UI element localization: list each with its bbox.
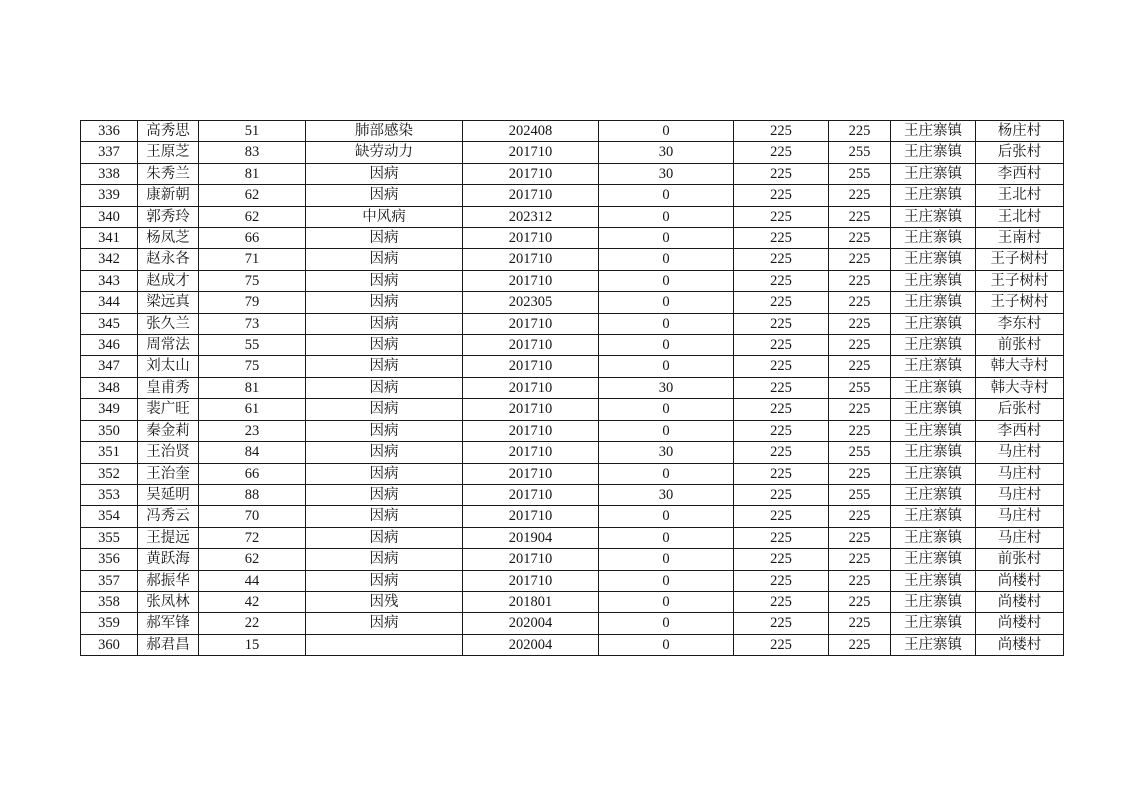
cell-serial-number: 358 — [81, 591, 138, 612]
cell-age: 79 — [199, 292, 306, 313]
cell-serial-number: 345 — [81, 313, 138, 334]
cell-town: 王庄寨镇 — [891, 377, 976, 398]
cell-reason: 因病 — [306, 356, 463, 377]
cell-person-name: 皇甫秀 — [138, 377, 199, 398]
cell-total-amount: 225 — [829, 634, 891, 655]
cell-date-code: 202004 — [463, 613, 599, 634]
cell-adjust-amount: 30 — [599, 442, 734, 463]
cell-age: 42 — [199, 591, 306, 612]
cell-date-code: 201710 — [463, 549, 599, 570]
table-row — [81, 420, 1064, 441]
cell-date-code: 201710 — [463, 335, 599, 356]
cell-reason: 因病 — [306, 228, 463, 249]
cell-date-code: 201710 — [463, 313, 599, 334]
cell-adjust-amount: 0 — [599, 527, 734, 548]
cell-person-name: 刘太山 — [138, 356, 199, 377]
table-row — [81, 335, 1064, 356]
cell-town: 王庄寨镇 — [891, 335, 976, 356]
cell-adjust-amount: 30 — [599, 163, 734, 184]
cell-village: 王子树村 — [976, 270, 1064, 291]
cell-date-code: 201710 — [463, 163, 599, 184]
records-table — [80, 120, 1064, 656]
table-row — [81, 313, 1064, 334]
cell-age: 70 — [199, 506, 306, 527]
cell-reason: 因病 — [306, 506, 463, 527]
cell-serial-number: 353 — [81, 484, 138, 505]
table-row — [81, 228, 1064, 249]
cell-age: 62 — [199, 185, 306, 206]
cell-town: 王庄寨镇 — [891, 613, 976, 634]
cell-base-amount: 225 — [734, 249, 829, 270]
cell-age: 15 — [199, 634, 306, 655]
cell-total-amount: 255 — [829, 377, 891, 398]
cell-person-name: 赵成才 — [138, 270, 199, 291]
table-row — [81, 634, 1064, 655]
cell-village: 韩大寺村 — [976, 377, 1064, 398]
cell-village: 王子树村 — [976, 249, 1064, 270]
cell-town: 王庄寨镇 — [891, 549, 976, 570]
cell-village: 马庄村 — [976, 484, 1064, 505]
cell-age: 23 — [199, 420, 306, 441]
cell-town: 王庄寨镇 — [891, 206, 976, 227]
cell-village: 杨庄村 — [976, 121, 1064, 142]
cell-date-code: 201710 — [463, 142, 599, 163]
cell-village: 王北村 — [976, 206, 1064, 227]
cell-village: 马庄村 — [976, 463, 1064, 484]
cell-adjust-amount: 0 — [599, 249, 734, 270]
cell-person-name: 张久兰 — [138, 313, 199, 334]
cell-adjust-amount: 0 — [599, 206, 734, 227]
cell-reason: 因病 — [306, 335, 463, 356]
cell-serial-number: 346 — [81, 335, 138, 356]
cell-town: 王庄寨镇 — [891, 634, 976, 655]
cell-village: 后张村 — [976, 399, 1064, 420]
cell-reason: 因病 — [306, 613, 463, 634]
cell-town: 王庄寨镇 — [891, 399, 976, 420]
cell-total-amount: 225 — [829, 313, 891, 334]
cell-total-amount: 225 — [829, 356, 891, 377]
table-row — [81, 484, 1064, 505]
cell-person-name: 高秀思 — [138, 121, 199, 142]
cell-age: 73 — [199, 313, 306, 334]
cell-age: 81 — [199, 377, 306, 398]
cell-reason: 因病 — [306, 163, 463, 184]
cell-adjust-amount: 0 — [599, 613, 734, 634]
cell-total-amount: 225 — [829, 549, 891, 570]
cell-village: 王南村 — [976, 228, 1064, 249]
cell-date-code: 202312 — [463, 206, 599, 227]
cell-person-name: 郭秀玲 — [138, 206, 199, 227]
cell-total-amount: 225 — [829, 292, 891, 313]
cell-town: 王庄寨镇 — [891, 121, 976, 142]
cell-serial-number: 340 — [81, 206, 138, 227]
cell-base-amount: 225 — [734, 121, 829, 142]
cell-town: 王庄寨镇 — [891, 442, 976, 463]
cell-reason: 因病 — [306, 185, 463, 206]
cell-total-amount: 225 — [829, 463, 891, 484]
cell-date-code: 201710 — [463, 506, 599, 527]
cell-base-amount: 225 — [734, 591, 829, 612]
cell-base-amount: 225 — [734, 570, 829, 591]
cell-age: 61 — [199, 399, 306, 420]
cell-village: 前张村 — [976, 549, 1064, 570]
cell-age: 83 — [199, 142, 306, 163]
cell-total-amount: 255 — [829, 484, 891, 505]
cell-village: 后张村 — [976, 142, 1064, 163]
cell-reason: 因病 — [306, 484, 463, 505]
cell-base-amount: 225 — [734, 335, 829, 356]
cell-age: 72 — [199, 527, 306, 548]
cell-adjust-amount: 30 — [599, 377, 734, 398]
cell-adjust-amount: 0 — [599, 570, 734, 591]
cell-person-name: 周常法 — [138, 335, 199, 356]
cell-reason: 因病 — [306, 399, 463, 420]
cell-reason: 因病 — [306, 292, 463, 313]
cell-village: 李西村 — [976, 163, 1064, 184]
cell-base-amount: 225 — [734, 313, 829, 334]
cell-town: 王庄寨镇 — [891, 270, 976, 291]
cell-village: 前张村 — [976, 335, 1064, 356]
cell-adjust-amount: 0 — [599, 549, 734, 570]
table-row — [81, 142, 1064, 163]
table-row — [81, 249, 1064, 270]
cell-town: 王庄寨镇 — [891, 228, 976, 249]
cell-age: 55 — [199, 335, 306, 356]
cell-person-name: 王提远 — [138, 527, 199, 548]
cell-serial-number: 360 — [81, 634, 138, 655]
cell-person-name: 杨凤芝 — [138, 228, 199, 249]
cell-town: 王庄寨镇 — [891, 591, 976, 612]
cell-date-code: 202004 — [463, 634, 599, 655]
cell-serial-number: 359 — [81, 613, 138, 634]
cell-total-amount: 225 — [829, 249, 891, 270]
cell-adjust-amount: 0 — [599, 463, 734, 484]
cell-base-amount: 225 — [734, 185, 829, 206]
cell-person-name: 秦金莉 — [138, 420, 199, 441]
cell-total-amount: 225 — [829, 506, 891, 527]
cell-age: 62 — [199, 549, 306, 570]
table-row — [81, 206, 1064, 227]
cell-adjust-amount: 0 — [599, 292, 734, 313]
cell-reason — [306, 634, 463, 655]
cell-village: 尚楼村 — [976, 634, 1064, 655]
cell-date-code: 201710 — [463, 463, 599, 484]
cell-date-code: 202305 — [463, 292, 599, 313]
cell-age: 75 — [199, 270, 306, 291]
cell-serial-number: 347 — [81, 356, 138, 377]
cell-village: 马庄村 — [976, 506, 1064, 527]
cell-base-amount: 225 — [734, 270, 829, 291]
cell-village: 马庄村 — [976, 527, 1064, 548]
cell-adjust-amount: 0 — [599, 335, 734, 356]
table-row — [81, 399, 1064, 420]
cell-person-name: 冯秀云 — [138, 506, 199, 527]
cell-adjust-amount: 0 — [599, 506, 734, 527]
cell-village: 李西村 — [976, 420, 1064, 441]
cell-total-amount: 225 — [829, 570, 891, 591]
cell-serial-number: 356 — [81, 549, 138, 570]
cell-reason: 因病 — [306, 313, 463, 334]
cell-reason: 因病 — [306, 570, 463, 591]
cell-date-code: 201710 — [463, 570, 599, 591]
cell-serial-number: 342 — [81, 249, 138, 270]
cell-serial-number: 336 — [81, 121, 138, 142]
cell-date-code: 202408 — [463, 121, 599, 142]
cell-serial-number: 351 — [81, 442, 138, 463]
cell-date-code: 201801 — [463, 591, 599, 612]
cell-village: 马庄村 — [976, 442, 1064, 463]
table-row — [81, 613, 1064, 634]
cell-base-amount: 225 — [734, 549, 829, 570]
cell-adjust-amount: 0 — [599, 270, 734, 291]
cell-base-amount: 225 — [734, 356, 829, 377]
cell-town: 王庄寨镇 — [891, 463, 976, 484]
cell-person-name: 康新朝 — [138, 185, 199, 206]
cell-date-code: 201710 — [463, 356, 599, 377]
table-row — [81, 442, 1064, 463]
cell-reason: 因病 — [306, 549, 463, 570]
cell-serial-number: 337 — [81, 142, 138, 163]
cell-total-amount: 225 — [829, 270, 891, 291]
cell-age: 81 — [199, 163, 306, 184]
cell-base-amount: 225 — [734, 613, 829, 634]
cell-person-name: 裴广旺 — [138, 399, 199, 420]
cell-age: 22 — [199, 613, 306, 634]
cell-reason: 缺劳动力 — [306, 142, 463, 163]
cell-base-amount: 225 — [734, 206, 829, 227]
cell-serial-number: 343 — [81, 270, 138, 291]
cell-base-amount: 225 — [734, 163, 829, 184]
cell-total-amount: 255 — [829, 442, 891, 463]
cell-reason: 中风病 — [306, 206, 463, 227]
cell-person-name: 朱秀兰 — [138, 163, 199, 184]
cell-person-name: 郝君昌 — [138, 634, 199, 655]
table-row — [81, 356, 1064, 377]
cell-date-code: 201710 — [463, 442, 599, 463]
cell-total-amount: 255 — [829, 142, 891, 163]
cell-town: 王庄寨镇 — [891, 420, 976, 441]
cell-reason: 因病 — [306, 420, 463, 441]
cell-adjust-amount: 30 — [599, 484, 734, 505]
cell-age: 66 — [199, 228, 306, 249]
cell-base-amount: 225 — [734, 399, 829, 420]
cell-adjust-amount: 0 — [599, 634, 734, 655]
cell-adjust-amount: 0 — [599, 420, 734, 441]
cell-base-amount: 225 — [734, 527, 829, 548]
cell-total-amount: 225 — [829, 420, 891, 441]
cell-total-amount: 225 — [829, 185, 891, 206]
cell-town: 王庄寨镇 — [891, 527, 976, 548]
cell-base-amount: 225 — [734, 142, 829, 163]
cell-base-amount: 225 — [734, 442, 829, 463]
cell-reason: 因残 — [306, 591, 463, 612]
cell-date-code: 201710 — [463, 228, 599, 249]
cell-serial-number: 338 — [81, 163, 138, 184]
cell-total-amount: 225 — [829, 206, 891, 227]
cell-total-amount: 225 — [829, 228, 891, 249]
cell-base-amount: 225 — [734, 377, 829, 398]
cell-village: 尚楼村 — [976, 570, 1064, 591]
cell-village: 尚楼村 — [976, 591, 1064, 612]
cell-base-amount: 225 — [734, 228, 829, 249]
cell-serial-number: 349 — [81, 399, 138, 420]
cell-town: 王庄寨镇 — [891, 570, 976, 591]
table-row — [81, 549, 1064, 570]
cell-date-code: 201710 — [463, 420, 599, 441]
cell-adjust-amount: 0 — [599, 228, 734, 249]
cell-total-amount: 225 — [829, 121, 891, 142]
cell-serial-number: 339 — [81, 185, 138, 206]
table-row — [81, 377, 1064, 398]
cell-town: 王庄寨镇 — [891, 185, 976, 206]
cell-person-name: 赵永各 — [138, 249, 199, 270]
cell-adjust-amount: 0 — [599, 399, 734, 420]
cell-village: 韩大寺村 — [976, 356, 1064, 377]
cell-village: 尚楼村 — [976, 613, 1064, 634]
cell-serial-number: 355 — [81, 527, 138, 548]
cell-person-name: 郝军锋 — [138, 613, 199, 634]
cell-date-code: 201710 — [463, 377, 599, 398]
cell-person-name: 黄跃海 — [138, 549, 199, 570]
cell-serial-number: 341 — [81, 228, 138, 249]
cell-adjust-amount: 0 — [599, 356, 734, 377]
cell-town: 王庄寨镇 — [891, 506, 976, 527]
cell-date-code: 201710 — [463, 270, 599, 291]
cell-reason: 因病 — [306, 442, 463, 463]
cell-base-amount: 225 — [734, 634, 829, 655]
cell-date-code: 201710 — [463, 249, 599, 270]
cell-date-code: 201710 — [463, 484, 599, 505]
table-row — [81, 463, 1064, 484]
cell-total-amount: 225 — [829, 613, 891, 634]
cell-age: 51 — [199, 121, 306, 142]
cell-serial-number: 350 — [81, 420, 138, 441]
cell-village: 王北村 — [976, 185, 1064, 206]
cell-age: 62 — [199, 206, 306, 227]
cell-base-amount: 225 — [734, 420, 829, 441]
cell-town: 王庄寨镇 — [891, 163, 976, 184]
cell-adjust-amount: 0 — [599, 313, 734, 334]
table-row — [81, 163, 1064, 184]
cell-person-name: 梁远真 — [138, 292, 199, 313]
cell-age: 44 — [199, 570, 306, 591]
cell-town: 王庄寨镇 — [891, 292, 976, 313]
cell-date-code: 201710 — [463, 399, 599, 420]
cell-date-code: 201904 — [463, 527, 599, 548]
cell-base-amount: 225 — [734, 292, 829, 313]
cell-date-code: 201710 — [463, 185, 599, 206]
cell-person-name: 王治奎 — [138, 463, 199, 484]
cell-person-name: 吴延明 — [138, 484, 199, 505]
cell-total-amount: 225 — [829, 591, 891, 612]
table-row — [81, 185, 1064, 206]
cell-total-amount: 225 — [829, 335, 891, 356]
cell-age: 75 — [199, 356, 306, 377]
table-body — [81, 121, 1064, 656]
cell-total-amount: 225 — [829, 527, 891, 548]
cell-adjust-amount: 0 — [599, 591, 734, 612]
cell-adjust-amount: 0 — [599, 185, 734, 206]
table-row — [81, 527, 1064, 548]
cell-town: 王庄寨镇 — [891, 313, 976, 334]
table-row — [81, 570, 1064, 591]
table-row — [81, 506, 1064, 527]
cell-age: 88 — [199, 484, 306, 505]
table-row — [81, 591, 1064, 612]
cell-village: 王子树村 — [976, 292, 1064, 313]
cell-town: 王庄寨镇 — [891, 356, 976, 377]
records-table-container — [80, 120, 1064, 656]
cell-person-name: 郝振华 — [138, 570, 199, 591]
cell-reason: 因病 — [306, 270, 463, 291]
cell-adjust-amount: 30 — [599, 142, 734, 163]
cell-base-amount: 225 — [734, 463, 829, 484]
table-row — [81, 270, 1064, 291]
cell-adjust-amount: 0 — [599, 121, 734, 142]
cell-person-name: 王治贤 — [138, 442, 199, 463]
cell-total-amount: 255 — [829, 163, 891, 184]
cell-base-amount: 225 — [734, 484, 829, 505]
cell-total-amount: 225 — [829, 399, 891, 420]
cell-town: 王庄寨镇 — [891, 484, 976, 505]
cell-person-name: 张凤林 — [138, 591, 199, 612]
cell-age: 71 — [199, 249, 306, 270]
cell-serial-number: 352 — [81, 463, 138, 484]
cell-town: 王庄寨镇 — [891, 249, 976, 270]
cell-serial-number: 354 — [81, 506, 138, 527]
cell-age: 84 — [199, 442, 306, 463]
cell-village: 李东村 — [976, 313, 1064, 334]
cell-reason: 因病 — [306, 527, 463, 548]
cell-reason: 因病 — [306, 463, 463, 484]
table-row — [81, 292, 1064, 313]
cell-base-amount: 225 — [734, 506, 829, 527]
cell-reason: 因病 — [306, 377, 463, 398]
cell-age: 66 — [199, 463, 306, 484]
cell-serial-number: 357 — [81, 570, 138, 591]
cell-person-name: 王原芝 — [138, 142, 199, 163]
cell-reason: 肺部感染 — [306, 121, 463, 142]
table-row — [81, 121, 1064, 142]
cell-serial-number: 344 — [81, 292, 138, 313]
cell-reason: 因病 — [306, 249, 463, 270]
cell-serial-number: 348 — [81, 377, 138, 398]
cell-town: 王庄寨镇 — [891, 142, 976, 163]
